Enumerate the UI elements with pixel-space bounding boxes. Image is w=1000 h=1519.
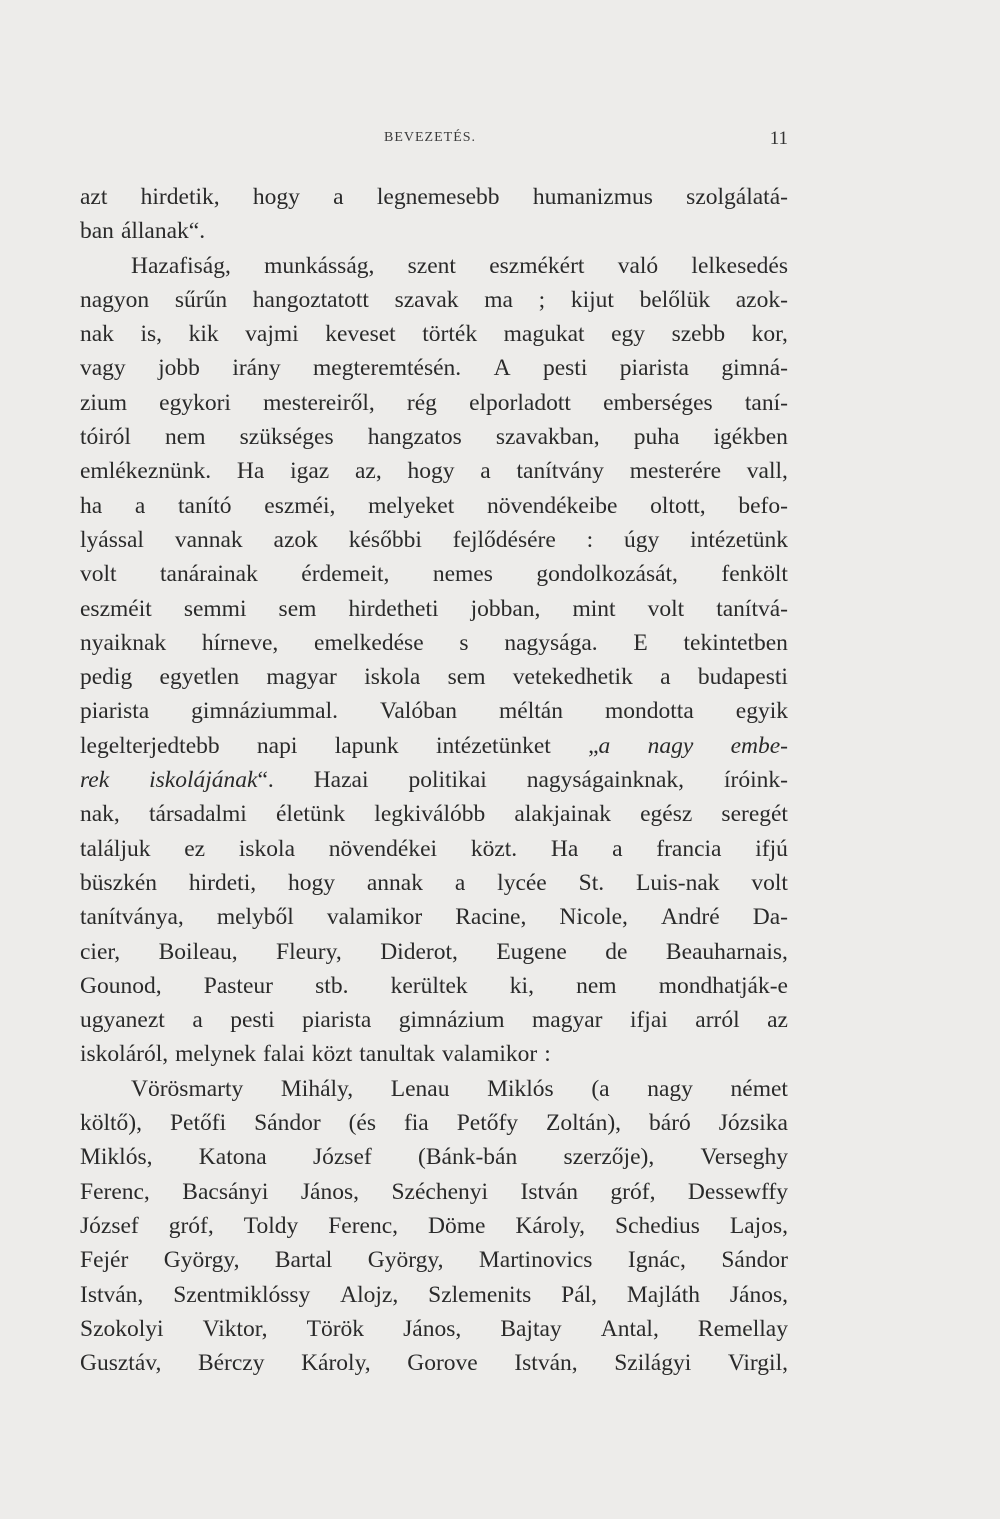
- word: lycée: [497, 869, 547, 896]
- word: Szokolyi: [80, 1315, 164, 1342]
- word: Mihály,: [280, 1075, 354, 1102]
- word: íróink-: [723, 767, 788, 794]
- word: ma: [484, 286, 513, 313]
- word: Szlemenits: [428, 1281, 532, 1308]
- word: István,: [514, 1350, 578, 1377]
- word: pesti: [542, 355, 588, 382]
- word: a: [333, 184, 344, 210]
- word: Szilágyi: [614, 1350, 692, 1377]
- word: törték: [422, 321, 478, 348]
- word: azt: [80, 184, 108, 210]
- word: István: [520, 1178, 578, 1205]
- word: Petőfi: [169, 1110, 227, 1137]
- text-line: [80, 969, 788, 1003]
- word: vetekedhetik: [512, 664, 633, 691]
- text-line: [80, 1346, 788, 1380]
- word: méltán: [499, 698, 563, 725]
- word: tanultak: [359, 1041, 435, 1068]
- word: Petőfy: [456, 1110, 519, 1137]
- word: tanító: [178, 492, 232, 519]
- word: szolgálatá-: [686, 184, 788, 210]
- word: iskola: [364, 664, 421, 691]
- word: az: [767, 1007, 788, 1034]
- word: keveset: [325, 321, 396, 348]
- page-header: [80, 128, 788, 154]
- word: gróf,: [168, 1212, 214, 1239]
- text-line: [80, 214, 788, 248]
- word: a: [192, 1007, 203, 1034]
- word: mondotta: [604, 698, 694, 725]
- text-line: [80, 557, 788, 591]
- word: vannak: [174, 526, 243, 553]
- text-line: [80, 1312, 788, 1346]
- text-line: [80, 180, 788, 214]
- word: Alojz,: [340, 1281, 399, 1308]
- word: való: [617, 252, 659, 279]
- word: humanizmus: [532, 184, 653, 210]
- word: Sándor: [254, 1110, 321, 1137]
- text-line: [80, 420, 788, 454]
- word: valamikor: [326, 904, 423, 931]
- text-line: [80, 729, 788, 763]
- word: s: [459, 629, 469, 656]
- word: nem: [576, 972, 617, 999]
- word: szükséges: [239, 424, 334, 451]
- word: szebb: [671, 321, 726, 348]
- word: Károly,: [515, 1212, 586, 1239]
- word: igékben: [713, 424, 788, 451]
- word: mint: [572, 595, 616, 622]
- word: József: [312, 1144, 372, 1171]
- word: Ferenc,: [80, 1178, 150, 1205]
- word: annak: [366, 869, 423, 896]
- word: irány: [232, 355, 281, 382]
- word: Diderot,: [380, 938, 458, 965]
- word: kor,: [751, 321, 788, 348]
- word: gróf,: [610, 1178, 656, 1205]
- text-line: [80, 832, 788, 866]
- word: iskoláról,: [80, 1041, 169, 1068]
- word: nem: [165, 424, 206, 451]
- body-text: [80, 180, 788, 1380]
- word: hangoztatott: [252, 286, 369, 313]
- word: A: [493, 355, 511, 382]
- word: Viktor,: [202, 1315, 268, 1342]
- word: Döme: [428, 1212, 486, 1239]
- word: mondhatják-e: [658, 972, 788, 999]
- word: Bacsányi: [182, 1178, 269, 1205]
- word: gimnáziummal.: [191, 698, 339, 725]
- text-line: [80, 660, 788, 694]
- word: emelkedése: [314, 629, 424, 656]
- word: magyar: [266, 664, 337, 691]
- word: Dessewffy: [687, 1178, 788, 1205]
- text-line: [80, 1175, 788, 1209]
- text-line: [80, 1106, 788, 1140]
- word: tanítvá-: [716, 595, 788, 622]
- word: hangzatos: [367, 424, 462, 451]
- word: Verseghy: [700, 1144, 788, 1171]
- word: befo-: [738, 492, 788, 519]
- word: hogy: [252, 184, 300, 210]
- word: úgy: [624, 526, 660, 553]
- word: Nicole,: [559, 904, 628, 931]
- word: hírneve,: [201, 629, 279, 656]
- word: megteremtésén.: [313, 355, 462, 382]
- word: eszméi,: [264, 492, 336, 519]
- word: növendékei: [328, 835, 438, 862]
- word: de: [605, 938, 628, 965]
- word: eszmékért: [489, 252, 585, 279]
- word: Bajtay: [500, 1315, 562, 1342]
- text-line: [80, 1209, 788, 1243]
- word: lapunk: [334, 732, 399, 759]
- word: ifjai: [629, 1007, 668, 1034]
- word: János,: [403, 1315, 462, 1342]
- word: Hazai: [313, 767, 369, 794]
- word: rég: [406, 389, 437, 416]
- word: gimnázium: [398, 1007, 505, 1034]
- word: Eugene: [496, 938, 567, 965]
- word: „a: [588, 732, 611, 759]
- word: Ignác,: [627, 1247, 686, 1274]
- text-line: [80, 592, 788, 626]
- word: tóiról: [80, 424, 131, 451]
- word: azok-: [735, 286, 788, 313]
- word: nak: [80, 321, 114, 348]
- word: egykori: [159, 389, 231, 416]
- word: hogy: [407, 458, 455, 485]
- text-line: [80, 523, 788, 557]
- word: (és: [348, 1110, 376, 1137]
- word: hirdetik,: [140, 184, 220, 210]
- word: ki,: [509, 972, 534, 999]
- word: Toldy: [243, 1212, 299, 1239]
- word: Virgil,: [727, 1350, 788, 1377]
- word: mesterére: [629, 458, 722, 485]
- text-line: [80, 351, 788, 385]
- word: Remellay: [697, 1315, 788, 1342]
- word: Majláth: [626, 1281, 700, 1308]
- word: egész: [640, 801, 693, 828]
- word: Valóban: [380, 698, 458, 725]
- word: büszkén: [80, 869, 158, 896]
- word: egy: [611, 321, 646, 348]
- text-line: [80, 249, 788, 283]
- word: egyetlen: [159, 664, 240, 691]
- text-line: [80, 489, 788, 523]
- word: nagyon: [80, 286, 150, 313]
- word: mestereiről,: [263, 389, 375, 416]
- word: Katona: [198, 1144, 267, 1171]
- word: pesti: [230, 1007, 275, 1034]
- word: :: [544, 1041, 551, 1068]
- word: cier,: [80, 938, 121, 965]
- word: Lajos,: [729, 1212, 788, 1239]
- word: vall,: [746, 458, 788, 485]
- word: német: [730, 1075, 788, 1102]
- word: Gounod,: [80, 972, 162, 999]
- word: volt: [647, 595, 685, 622]
- text-line: [80, 900, 788, 934]
- text-line: [80, 694, 788, 728]
- word: közt.: [470, 835, 518, 862]
- word: legkiválóbb: [374, 801, 486, 828]
- word: lyással: [80, 526, 144, 553]
- word: társadalmi: [148, 801, 247, 828]
- word: János,: [729, 1281, 788, 1308]
- word: Miklós,: [80, 1144, 153, 1171]
- word: ha: [80, 492, 103, 519]
- word: Zoltán),: [546, 1110, 622, 1137]
- word: Ha: [550, 835, 579, 862]
- text-line: [80, 866, 788, 900]
- text-line: [80, 935, 788, 969]
- word: szent: [407, 252, 456, 279]
- text-line: [80, 763, 788, 797]
- word: hirdeti,: [188, 869, 257, 896]
- word: jobban,: [470, 595, 541, 622]
- word: iskola: [238, 835, 295, 862]
- text-line: [80, 386, 788, 420]
- word: növendékeibe: [486, 492, 618, 519]
- word: Fleury,: [276, 938, 342, 965]
- word: intézetünket: [435, 732, 551, 759]
- word: Lenau: [390, 1075, 450, 1102]
- word: munkásság,: [264, 252, 375, 279]
- word: legnemesebb: [376, 184, 500, 210]
- word: nak,: [80, 801, 120, 828]
- word: magukat: [503, 321, 585, 348]
- word: Bartal: [274, 1247, 333, 1274]
- word: szavak: [394, 286, 459, 313]
- word: fia: [403, 1110, 429, 1137]
- word: fejlődésére: [452, 526, 556, 553]
- word: Ferenc,: [328, 1212, 399, 1239]
- word: (Bánk-bán: [418, 1144, 518, 1171]
- text-line: [80, 1037, 788, 1071]
- word: :: [586, 526, 594, 553]
- word: tanítványa,: [80, 904, 184, 931]
- word: oltott,: [650, 492, 706, 519]
- running-head: BEVEZETÉS.: [384, 130, 477, 145]
- word: közt: [311, 1041, 353, 1068]
- word: Károly,: [301, 1350, 371, 1377]
- word: az,: [355, 458, 382, 485]
- word: Miklós: [487, 1075, 554, 1102]
- word: gimná-: [721, 355, 788, 382]
- word: is,: [140, 321, 163, 348]
- word: sem: [447, 664, 486, 691]
- word: gondolkozását,: [536, 561, 678, 588]
- word: vagy: [80, 355, 126, 382]
- word: tanárainak: [160, 561, 258, 588]
- word: volt: [751, 869, 788, 896]
- word: Szentmiklóssy: [173, 1281, 311, 1308]
- word: szavakban,: [495, 424, 600, 451]
- word: embe-: [730, 732, 788, 759]
- word: budapesti: [697, 664, 788, 691]
- word: nyaiknak: [80, 629, 167, 656]
- word: Racine,: [455, 904, 527, 931]
- word: fenkölt: [721, 561, 788, 588]
- word: piarista: [80, 698, 150, 725]
- text-line: [80, 626, 788, 660]
- word: találjuk: [80, 835, 151, 862]
- word: valamikor: [441, 1041, 538, 1068]
- word: nemes: [432, 561, 493, 588]
- word: ban: [80, 218, 114, 245]
- word: iskolájának“.: [149, 767, 274, 794]
- word: Ha: [236, 458, 265, 485]
- word: Pál,: [561, 1281, 598, 1308]
- word: életünk: [275, 801, 346, 828]
- word: emlékeznünk.: [80, 458, 212, 485]
- word: József: [80, 1212, 139, 1239]
- word: pedig: [80, 664, 133, 691]
- word: Luis-nak: [635, 869, 720, 896]
- word: Bérczy: [197, 1350, 265, 1377]
- text-line: [80, 317, 788, 351]
- word: nagy: [647, 1075, 693, 1102]
- page-number: 11: [769, 128, 788, 149]
- word: János,: [300, 1178, 359, 1205]
- word: elporladott: [469, 389, 571, 416]
- word: későbbi: [348, 526, 422, 553]
- word: seregét: [721, 801, 788, 828]
- word: Józsika: [718, 1110, 788, 1137]
- word: André: [660, 904, 720, 931]
- text-line: [80, 1243, 788, 1277]
- word: állanak“.: [120, 218, 206, 245]
- word: Martinovics: [478, 1247, 593, 1274]
- word: nagy: [647, 732, 694, 759]
- text-line: [80, 283, 788, 317]
- word: Gorove: [407, 1350, 478, 1377]
- word: tekintetben: [683, 629, 788, 656]
- word: a: [134, 492, 146, 519]
- word: szerzője),: [563, 1144, 655, 1171]
- word: piarista: [619, 355, 689, 382]
- word: Széchenyi: [391, 1178, 489, 1205]
- word: Pasteur: [203, 972, 273, 999]
- word: (a: [591, 1075, 610, 1102]
- word: sűrűn: [174, 286, 228, 313]
- word: melynek: [175, 1041, 257, 1068]
- word: semmi: [183, 595, 247, 622]
- word: ez: [184, 835, 206, 862]
- word: napi: [256, 732, 298, 759]
- word: stb.: [315, 972, 349, 999]
- word: Beauharnais,: [665, 938, 788, 965]
- word: Vörösmarty: [131, 1075, 244, 1102]
- word: hirdetheti: [348, 595, 439, 622]
- word: nagysága.: [504, 629, 598, 656]
- word: István,: [80, 1281, 144, 1308]
- word: azok: [273, 526, 318, 553]
- word: melyeket: [368, 492, 455, 519]
- word: tanítvány: [516, 458, 604, 485]
- word: a: [660, 664, 671, 691]
- word: nagyságainknak,: [526, 767, 685, 794]
- word: kik: [188, 321, 219, 348]
- word: igaz: [290, 458, 330, 485]
- word: melyből: [216, 904, 294, 931]
- text-line: [80, 1278, 788, 1312]
- text-line: [80, 797, 788, 831]
- word: Hazafiság,: [131, 252, 231, 279]
- word: falai: [263, 1041, 305, 1068]
- word: Da-: [752, 904, 788, 931]
- word: egyik: [735, 698, 788, 725]
- word: Sándor: [721, 1247, 788, 1274]
- word: ;: [538, 286, 546, 313]
- word: Boileau,: [158, 938, 238, 965]
- word: piarista: [302, 1007, 372, 1034]
- word: politikai: [408, 767, 487, 794]
- word: Fejér: [80, 1247, 129, 1274]
- word: rek: [80, 767, 110, 794]
- word: a: [612, 835, 623, 862]
- word: Antal,: [600, 1315, 659, 1342]
- word: vajmi: [245, 321, 299, 348]
- word: magyar: [531, 1007, 603, 1034]
- word: sem: [278, 595, 317, 622]
- word: intézetünk: [690, 526, 788, 553]
- word: a: [480, 458, 491, 485]
- word: ugyanezt: [80, 1007, 165, 1034]
- text-line: [80, 454, 788, 488]
- word: György,: [367, 1247, 444, 1274]
- word: hogy: [287, 869, 335, 896]
- word: legelterjedtebb: [80, 732, 220, 759]
- word: Schedius: [615, 1212, 700, 1239]
- text-line: [80, 1140, 788, 1174]
- word: ifjú: [755, 835, 788, 862]
- word: báró: [649, 1110, 691, 1137]
- word: volt: [80, 561, 117, 588]
- word: kerültek: [390, 972, 468, 999]
- word: zium: [80, 389, 127, 416]
- word: arról: [695, 1007, 740, 1034]
- word: a: [454, 869, 466, 896]
- word: E: [633, 629, 648, 656]
- word: kijut: [570, 286, 614, 313]
- word: György,: [163, 1247, 240, 1274]
- word: emberséges: [603, 389, 713, 416]
- word: belőlük: [639, 286, 711, 313]
- word: alakjainak: [514, 801, 611, 828]
- word: költő),: [80, 1110, 143, 1137]
- word: eszméit: [80, 595, 152, 622]
- word: lelkesedés: [691, 252, 788, 279]
- word: érdemeit,: [301, 561, 390, 588]
- word: jobb: [158, 355, 200, 382]
- text-line: [80, 1003, 788, 1037]
- word: puha: [633, 424, 680, 451]
- word: Török: [306, 1315, 365, 1342]
- text-line: [80, 1072, 788, 1106]
- word: St.: [578, 869, 605, 896]
- word: taní-: [744, 389, 788, 416]
- word: francia: [656, 835, 722, 862]
- word: Gusztáv,: [80, 1350, 162, 1377]
